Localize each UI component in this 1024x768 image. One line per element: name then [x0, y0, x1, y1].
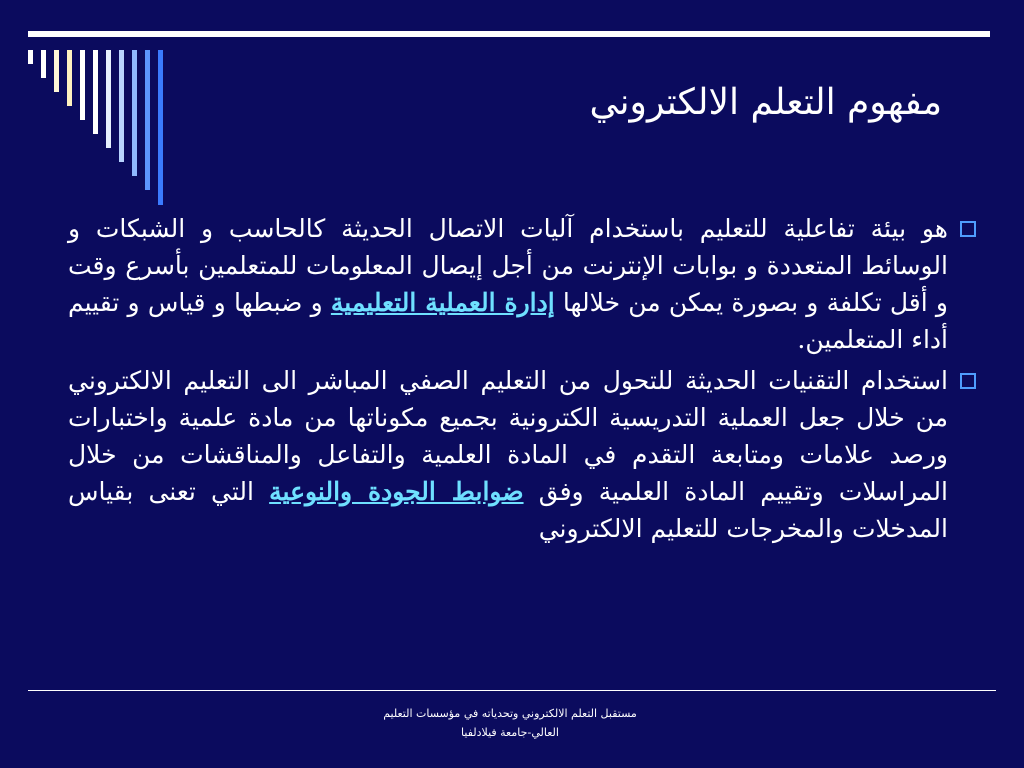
stripe [106, 50, 111, 148]
bullet-2-text-after: التي تعنى بقياس المدخلات والمخرجات للتعليم الالكتروني [68, 477, 948, 543]
bullet-1-text-after: و ضبطها و قياس و تقييم أداء المتعلمين. [68, 288, 948, 354]
stripe [158, 50, 163, 205]
stripe [28, 50, 33, 64]
footer-line-1: مستقبل التعلم الالكتروني وتحدياته في مؤسسات التعليم [383, 707, 637, 720]
square-bullet-icon [960, 221, 976, 237]
slide-body [68, 210, 948, 551]
stripe [67, 50, 72, 106]
bottom-divider [28, 690, 996, 691]
bullet-2-text: استخدام التقنيات الحديثة للتحول من التعليم الصفي المباشر الى التعليم الالكتروني من خلال جعل العملية التدريسية الكترونية بجميع مكوناتها من مادة علمية واختبارات ورصد علامات ومتابعة التقدم في المادة العلمية والتفاعل والمناقشات من خلال المراسلات وتقييم المادة العلمية وفق [68, 366, 948, 506]
top-divider [28, 31, 990, 37]
stripe [41, 50, 46, 78]
slide-title: مفهوم التعلم الالكتروني [589, 82, 942, 123]
bullet-1-link[interactable]: إدارة العملية التعليمية [330, 288, 555, 317]
footer-line-2: العالي-جامعة فيلادلفيا [461, 726, 559, 739]
stripe [119, 50, 124, 162]
stripe [93, 50, 98, 134]
bullet-2-link[interactable]: ضوابط الجودة والنوعية [269, 477, 524, 506]
slide-footer [300, 704, 720, 742]
stripe [132, 50, 137, 176]
bullet-paragraph-1 [68, 210, 948, 358]
decorative-stripes [28, 50, 168, 210]
bullet-paragraph-2 [68, 362, 948, 547]
stripe [80, 50, 85, 120]
stripe [145, 50, 150, 190]
square-bullet-icon [960, 373, 976, 389]
bullet-1-text: هو بيئة تفاعلية للتعليم باستخدام آليات الاتصال الحديثة كالحاسب و الشبكات و الوسائط المتعددة و بوابات الإنترنت من أجل إيصال المعلومات للمتعلمين بأسرع وقت و أقل تكلفة و بصورة يمكن من خلالها [68, 214, 948, 317]
stripe [54, 50, 59, 92]
